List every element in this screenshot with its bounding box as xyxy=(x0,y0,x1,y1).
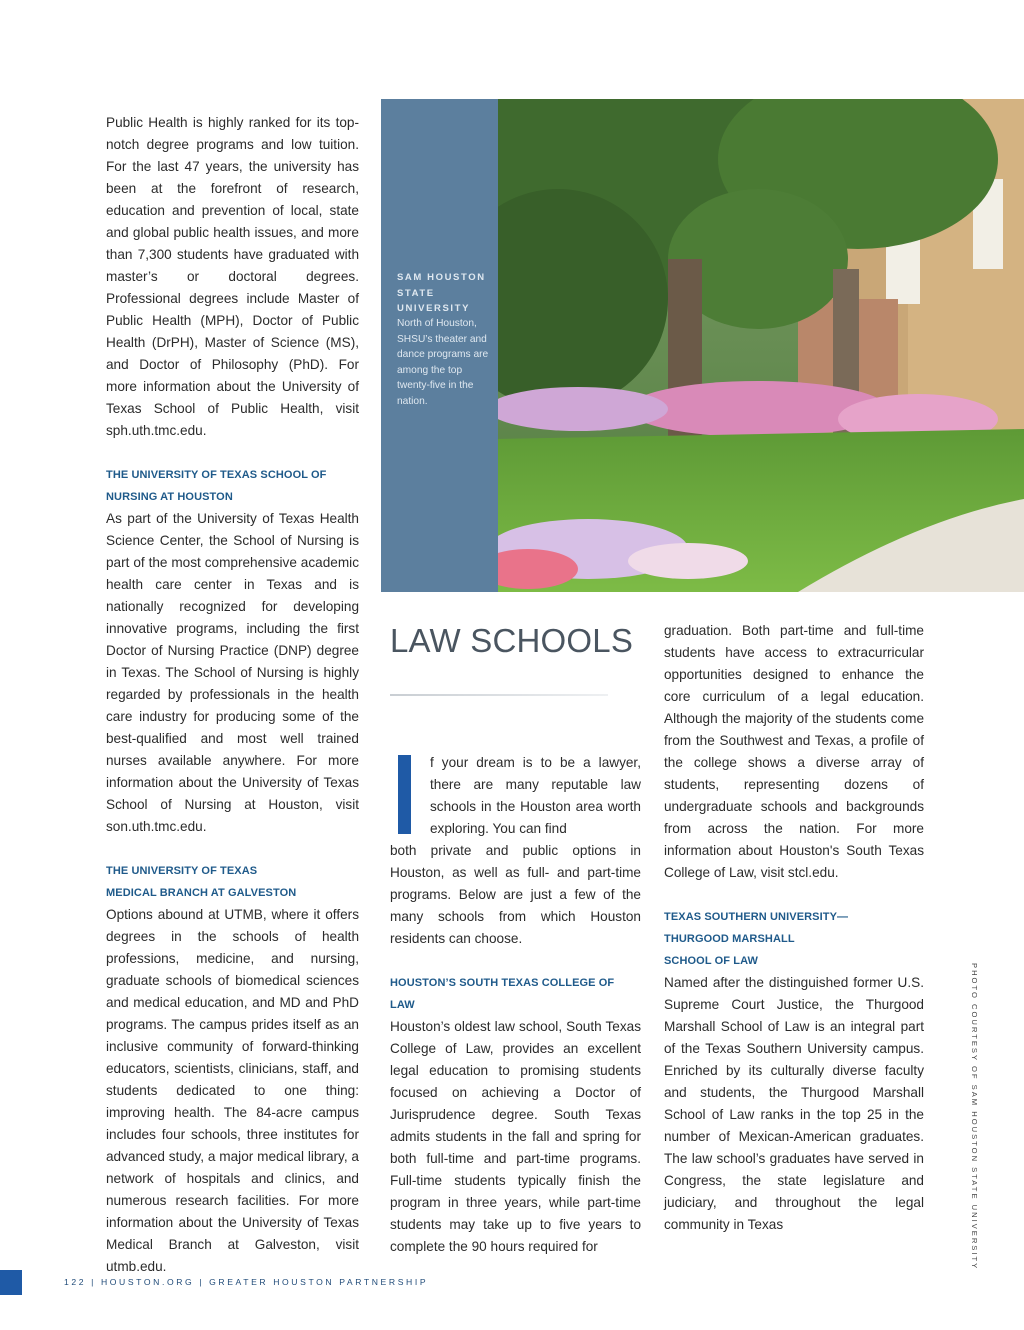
tsu-heading-line1: TEXAS SOUTHERN UNIVERSITY— xyxy=(664,911,849,923)
nursing-paragraph: As part of the University of Texas Health Science Center, the School of Nursing is part of the most comprehensive academic health care center in Texas and is nationally recognized for developing innovative programs, including the first Doctor of Nursing Practice (DNP) degree in Texas. The School of Nursing is highly regarded by professionals in the health care industry for producing some of the best-qualified and most well trained nurses available anywhere. For more information about the University of Texas School of Nursing at Houston, visit son.uth.tmc.edu. xyxy=(106,511,359,834)
utmb-heading-line1: THE UNIVERSITY OF TEXAS xyxy=(106,865,258,877)
utmb-heading xyxy=(106,860,359,904)
utmb-paragraph: Options abound at UTMB, where it offers degrees in the schools of health professions, medicine, and nursing, graduate schools of biomedical sciences and medical education, and MD and PhD programs. The campus prides itself as an inclusive community of forward-thinking educators, scientists, clinicians, staff, and students dedicated to one thing: improving health. The 84-acre campus includes four schools, three institutes for advanced study, a major medical library, a network of hospitals and clinics, and numerous research facilities. For more information about the University of Texas Medical Branch at Galveston, visit utmb.edu. xyxy=(106,907,359,1274)
photo-caption-text: North of Houston, SHSU’s theater and dance programs are among the top twenty-five in the nation. xyxy=(397,318,489,407)
column-right xyxy=(664,620,924,1236)
stcl-paragraph: Houston’s oldest law school, South Texas College of Law, provides an excellent legal education to promising students focused on achieving a Doctor of Jurisprudence degree. South Texas admits students in the fall and spring for both full-time and part-time programs. Full-time students typically finish the program in three years, while part-time students may take up to five years to complete the 90 hours required for xyxy=(390,1019,641,1254)
page-footer: 122 | HOUSTON.ORG | GREATER HOUSTON PARTNERSHIP xyxy=(64,1277,429,1287)
campus-photo xyxy=(498,99,1024,592)
nursing-heading xyxy=(106,464,359,508)
tsu-paragraph: Named after the distinguished former U.S. Supreme Court Justice, the Thurgood Marshall School of Law is an integral part of the Texas Southern University campus. Enriched by its culturally diverse faculty and students, the Thurgood Marshall School of Law ranks in the top 25 in the number of Mexican-American graduates. The law school’s graduates have served in Congress, the state legislature and judiciary, and throughout the legal community in Texas xyxy=(664,975,924,1232)
tsu-heading-line2: THURGOOD MARSHALL xyxy=(664,933,795,945)
tsu-heading-line3: SCHOOL OF LAW xyxy=(664,955,758,967)
law-schools-title: LAW SCHOOLS xyxy=(390,622,634,659)
nursing-heading-line1: THE UNIVERSITY OF TEXAS SCHOOL OF xyxy=(106,469,327,481)
photo-caption-heading: SAM HOUSTON STATE UNIVERSITY xyxy=(397,272,486,314)
law-intro-first-lines: f your dream is to be a lawyer, there are many reputable law schools in the Houston area worth exploring. You can find xyxy=(430,755,641,836)
footer-accent-square xyxy=(0,1270,22,1295)
campus-photo-illustration xyxy=(498,99,1024,592)
law-intro-continued: both private and public options in Houston, as well as full- and part-time programs. Below are just a few of the many schools from which Houston residents can choose. xyxy=(390,843,641,946)
tsu-heading xyxy=(664,906,924,972)
column-left xyxy=(106,112,359,1278)
photo-credit: PHOTO COURTESY OF SAM HOUSTON STATE UNIVERSITY xyxy=(970,963,979,1271)
nursing-heading-line2: NURSING AT HOUSTON xyxy=(106,491,233,503)
title-divider xyxy=(390,694,608,696)
public-health-paragraph: Public Health is highly ranked for its top-notch degree programs and low tuition. For the last 47 years, the university has been at the forefront of research, education and prevention of local, state and global public health issues, and more than 7,300 students have graduated with master’s or doctoral degrees. Professional degrees include Master of Public Health (MPH), Doctor of Public Health (DrPH), Master of Science (MS), and Doctor of Philosophy (PhD). For more information about the University of Texas School of Public Health, visit sph.uth.tmc.edu. xyxy=(106,115,359,438)
stcl-heading: HOUSTON’S SOUTH TEXAS COLLEGE OF LAW xyxy=(390,977,615,1011)
utmb-heading-line2: MEDICAL BRANCH AT GALVESTON xyxy=(106,887,297,899)
column-middle xyxy=(390,752,641,1258)
stcl-paragraph-continued: graduation. Both part-time and full-time students have access to extracurricular opportunities designed to enhance the core curriculum of a legal education. Although the majority of the students come from the Southwest and Texas, a profile of the college shows a diverse array of students, representing dozens of undergraduate schools and backgrounds from across the nation. For more information about Houston's South Texas College of Law, visit stcl.edu. xyxy=(664,623,924,880)
